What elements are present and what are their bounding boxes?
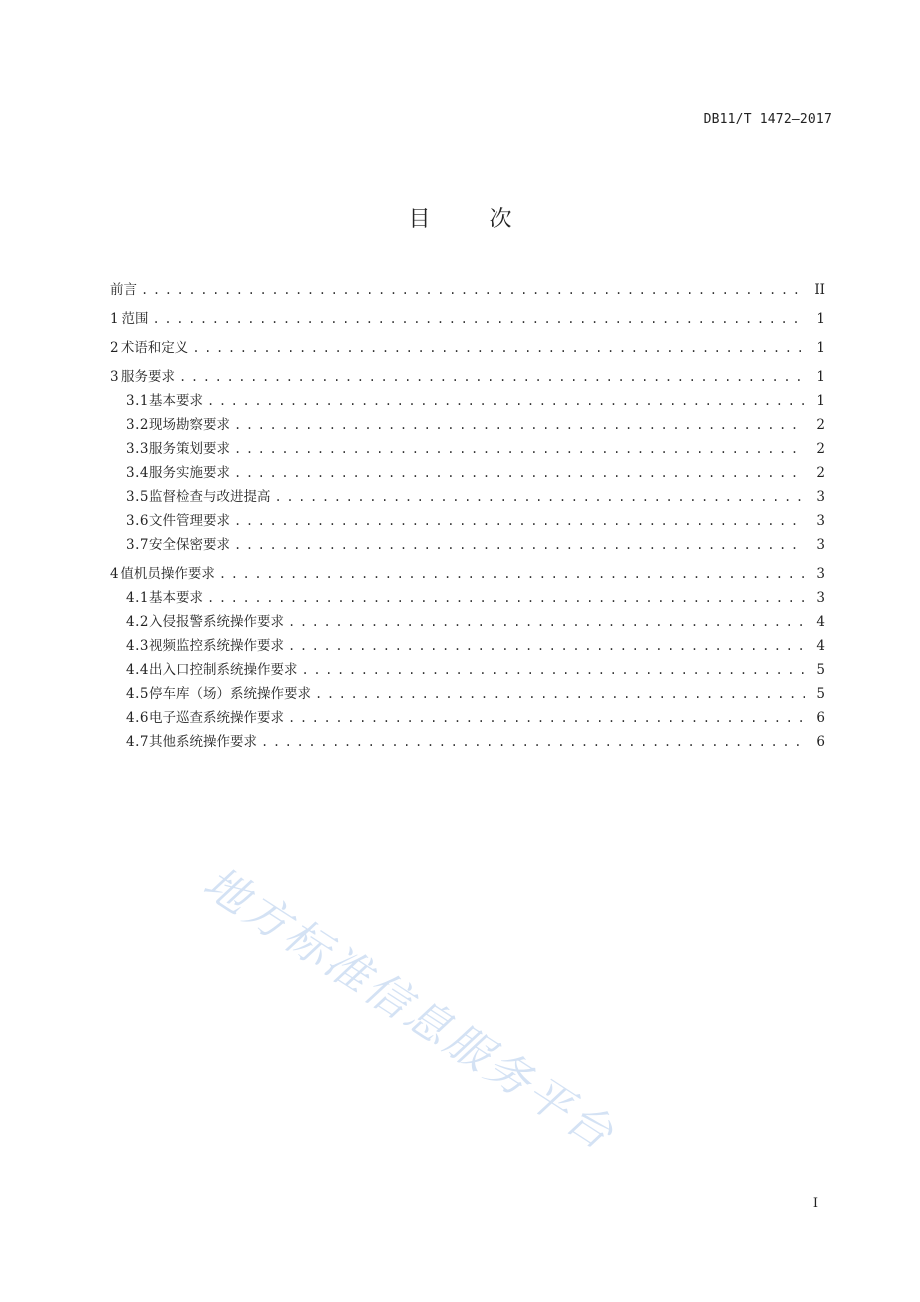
toc-entry[interactable] xyxy=(110,461,825,485)
toc-entry[interactable] xyxy=(110,307,825,331)
toc-entry[interactable] xyxy=(110,336,825,360)
toc-dot-leader xyxy=(234,418,805,432)
page-number: I xyxy=(812,1196,818,1211)
toc-entry-page: 5 xyxy=(816,662,825,678)
toc-entry-page: 4 xyxy=(816,638,825,654)
toc-dot-leader xyxy=(141,283,805,297)
toc-dot-leader xyxy=(288,711,805,725)
toc-entry-title: 入侵报警系统操作要求 xyxy=(148,614,284,630)
toc-dot-leader xyxy=(234,538,805,552)
toc-entry[interactable] xyxy=(110,509,825,533)
toc-entry-title: 安全保密要求 xyxy=(148,537,230,553)
toc-entry-title: 文件管理要求 xyxy=(148,513,230,529)
toc-dot-leader xyxy=(153,312,805,326)
toc-entry-title: 停车库（场）系统操作要求 xyxy=(148,686,311,702)
table-of-contents xyxy=(110,278,825,754)
toc-entry-title: 基本要求 xyxy=(148,393,203,409)
toc-entry-page: 1 xyxy=(816,393,825,409)
toc-entry-title: 服务要求 xyxy=(121,369,176,385)
toc-entry-title: 电子巡查系统操作要求 xyxy=(148,710,284,726)
toc-entry-number: 3.4 xyxy=(126,465,149,481)
toc-entry[interactable] xyxy=(110,533,825,557)
toc-dot-leader xyxy=(234,466,805,480)
toc-dot-leader xyxy=(192,341,805,355)
toc-dot-leader xyxy=(301,663,805,677)
toc-entry-page: 2 xyxy=(816,417,825,433)
toc-entry-title: 前言 xyxy=(110,282,137,298)
watermark: 地方标准信息服务平台 xyxy=(194,857,625,1162)
toc-entry[interactable] xyxy=(110,658,825,682)
toc-dot-leader xyxy=(207,394,805,408)
toc-entry-page: 6 xyxy=(816,734,825,750)
toc-entry-number: 4.7 xyxy=(126,734,149,750)
toc-entry[interactable] xyxy=(110,634,825,658)
toc-entry-page: 3 xyxy=(816,590,825,606)
toc-entry[interactable] xyxy=(110,278,825,302)
toc-entry-title: 监督检查与改进提高 xyxy=(148,489,271,505)
toc-entry-title: 出入口控制系统操作要求 xyxy=(148,662,298,678)
toc-dot-leader xyxy=(288,615,805,629)
toc-entry-number: 4 xyxy=(110,566,119,582)
toc-entry-title: 值机员操作要求 xyxy=(120,566,215,582)
toc-entry-page: 2 xyxy=(816,441,825,457)
toc-entry-title: 服务实施要求 xyxy=(148,465,230,481)
toc-entry-number: 3.2 xyxy=(126,417,149,433)
toc-entry[interactable] xyxy=(110,586,825,610)
toc-entry-title: 其他系统操作要求 xyxy=(148,734,257,750)
toc-entry-page: 1 xyxy=(816,340,825,356)
toc-entry-title: 术语和定义 xyxy=(120,340,189,356)
toc-entry-number: 4.5 xyxy=(126,686,149,702)
toc-dot-leader xyxy=(234,514,805,528)
toc-entry-page: 1 xyxy=(816,369,825,385)
toc-entry[interactable] xyxy=(110,485,825,509)
toc-entry-number: 3.7 xyxy=(126,537,149,553)
toc-entry-title: 现场勘察要求 xyxy=(148,417,230,433)
toc-entry-number: 4.3 xyxy=(126,638,149,654)
toc-entry-title: 服务策划要求 xyxy=(148,441,230,457)
toc-entry-page: 3 xyxy=(816,566,825,582)
toc-entry[interactable] xyxy=(110,437,825,461)
toc-entry-number: 3.6 xyxy=(126,513,149,529)
toc-entry-number: 1 xyxy=(110,311,119,327)
toc-entry[interactable] xyxy=(110,730,825,754)
toc-dot-leader xyxy=(234,442,805,456)
toc-entry-page: 5 xyxy=(816,686,825,702)
toc-entry[interactable] xyxy=(110,413,825,437)
toc-entry-number: 3.3 xyxy=(126,441,149,457)
toc-entry-page: 1 xyxy=(816,311,825,327)
toc-entry-page: II xyxy=(814,282,825,298)
toc-entry[interactable] xyxy=(110,365,825,389)
toc-entry-page: 3 xyxy=(816,537,825,553)
toc-entry-page: 6 xyxy=(816,710,825,726)
toc-dot-leader xyxy=(207,591,805,605)
toc-entry-page: 2 xyxy=(816,465,825,481)
toc-dot-leader xyxy=(274,490,805,504)
toc-entry-number: 2 xyxy=(110,340,119,356)
toc-entry-number: 4.2 xyxy=(126,614,149,630)
toc-entry[interactable] xyxy=(110,389,825,413)
toc-entry-number: 3.1 xyxy=(126,393,149,409)
document-code: DB11/T 1472—2017 xyxy=(703,112,832,127)
page-title: 目 次 xyxy=(408,207,538,232)
toc-entry-number: 4.1 xyxy=(126,590,149,606)
toc-dot-leader xyxy=(315,687,805,701)
toc-dot-leader xyxy=(288,639,805,653)
toc-entry[interactable] xyxy=(110,562,825,586)
toc-dot-leader xyxy=(261,735,805,749)
toc-entry-page: 4 xyxy=(816,614,825,630)
toc-entry[interactable] xyxy=(110,706,825,730)
toc-entry[interactable] xyxy=(110,610,825,634)
toc-entry-title: 视频监控系统操作要求 xyxy=(148,638,284,654)
toc-entry[interactable] xyxy=(110,682,825,706)
toc-entry-title: 范围 xyxy=(121,311,149,327)
toc-entry-page: 3 xyxy=(816,489,825,505)
toc-dot-leader xyxy=(219,567,805,581)
toc-entry-number: 4.6 xyxy=(126,710,149,726)
toc-entry-number: 3 xyxy=(110,369,119,385)
toc-dot-leader xyxy=(179,370,805,384)
toc-entry-page: 3 xyxy=(816,513,825,529)
toc-entry-title: 基本要求 xyxy=(148,590,203,606)
toc-entry-number: 4.4 xyxy=(126,662,149,678)
toc-entry-number: 3.5 xyxy=(126,489,149,505)
